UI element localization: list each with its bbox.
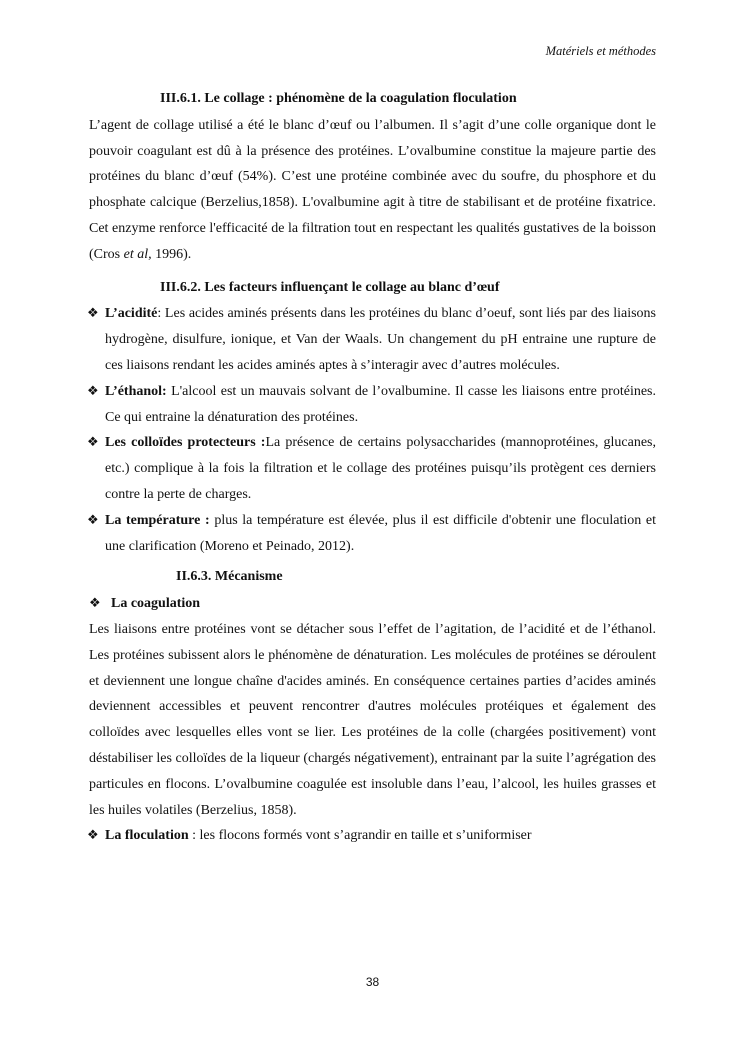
diamond-bullet-icon: ❖ <box>87 306 99 322</box>
factors-list <box>89 301 656 559</box>
citation-year: 1996). <box>151 246 192 262</box>
term-acidite: L’acidité <box>105 306 158 322</box>
citation-et-al: et al, <box>123 246 152 262</box>
term-temperature: La température : <box>105 512 210 528</box>
page-number: 38 <box>365 975 380 989</box>
text-floculation: : les flocons formés vont s’agrandir en taille et s’uniformiser <box>188 828 532 844</box>
list-item-acidite <box>89 301 656 378</box>
section-heading-mecanisme: II.6.3. Mécanisme <box>176 569 283 585</box>
diamond-bullet-icon: ❖ <box>87 435 99 451</box>
floculation-list <box>89 823 656 849</box>
diamond-bullet-icon: ❖ <box>87 383 99 399</box>
collage-text: L’agent de collage utilisé a été le blanc d’œuf ou l’albumen. Il s’agit d’une colle organique dont le pouvoir coagulant est dû à la présence des protéines. L’ovalbumine constitue la majeure partie des protéines du blanc d’œuf (54%). C’est une protéine combinée avec du soufre, du phosphore et du phosphate calcique (Berzelius,1858). L'ovalbumine agit à titre de stabilisant et de protéine fixatrice. Cet enzyme renforce l'efficacité de la filtration tout en respectant les qualités gustatives de la boisson (Cros <box>89 117 656 262</box>
term-ethanol: L’éthanol: <box>105 383 167 399</box>
list-item-ethanol <box>89 379 656 431</box>
collage-paragraph <box>89 113 656 268</box>
section-heading-facteurs: III.6.2. Les facteurs influençant le collage au blanc d’œuf <box>160 279 500 295</box>
page-body <box>89 86 656 849</box>
coagulation-subheading <box>89 591 656 617</box>
term-floculation: La floculation <box>105 828 189 844</box>
text-temperature: plus la température est élevée, plus il est difficile d'obtenir une floculation et une clarification (Moreno et Peinado, 2012). <box>105 512 656 554</box>
coagulation-title: La coagulation <box>111 596 201 612</box>
term-colloides: Les colloïdes protecteurs : <box>105 435 266 451</box>
diamond-bullet-icon: ❖ <box>87 828 99 844</box>
text-ethanol: L'alcool est un mauvais solvant de l’ovalbumine. Il casse les liaisons entre protéines. Ce qui entraine la dénaturation des protéines. <box>105 383 656 425</box>
diamond-bullet-icon: ❖ <box>89 596 101 612</box>
list-item-floculation <box>89 823 656 849</box>
section-heading-collage: III.6.1. Le collage : phénomène de la coagulation floculation <box>160 91 517 106</box>
list-item-temperature <box>89 508 656 560</box>
text-colloides: La présence de certains polysaccharides (mannoprotéines, glucanes, etc.) complique à la fois la filtration et le collage des protéines puisqu’ils protègent ces derniers contre la perte de charges. <box>105 435 656 502</box>
running-header: Matériels et méthodes <box>545 44 656 58</box>
diamond-bullet-icon: ❖ <box>87 512 99 528</box>
list-item-colloides <box>89 430 656 507</box>
coagulation-paragraph: Les liaisons entre protéines vont se détacher sous l’effet de l’agitation, de l’acidité et de l’éthanol. Les protéines subissent alors le phénomène de dénaturation. Les molécules de protéines se déroulent et deviennent une longue chaîne d'acides aminés. En conséquence certaines parties d’acides aminés deviennent accessibles et peuvent rencontrer d'autres molécules protéiques et également des colloïdes avec lesquelles elles vont se lier. Les protéines de la colle (chargées positivement) vont déstabiliser les colloïdes de la liqueur (chargés négativement), entrainant par la suite l’agrégation des particules en flocons. L’ovalbumine coagulée est insoluble dans l’eau, l’alcool, les huiles grasses et les huiles volatiles (Berzelius, 1858). <box>89 621 656 818</box>
text-acidite: : Les acides aminés présents dans les protéines du blanc d’oeuf, sont liés par des liaisons hydrogène, disulfure, ionique, et Van der Waals. Un changement du pH entraine une rupture de ces liaisons rendant les acides aminés aptes à s’interagir avec d’autres molécules. <box>105 306 656 373</box>
